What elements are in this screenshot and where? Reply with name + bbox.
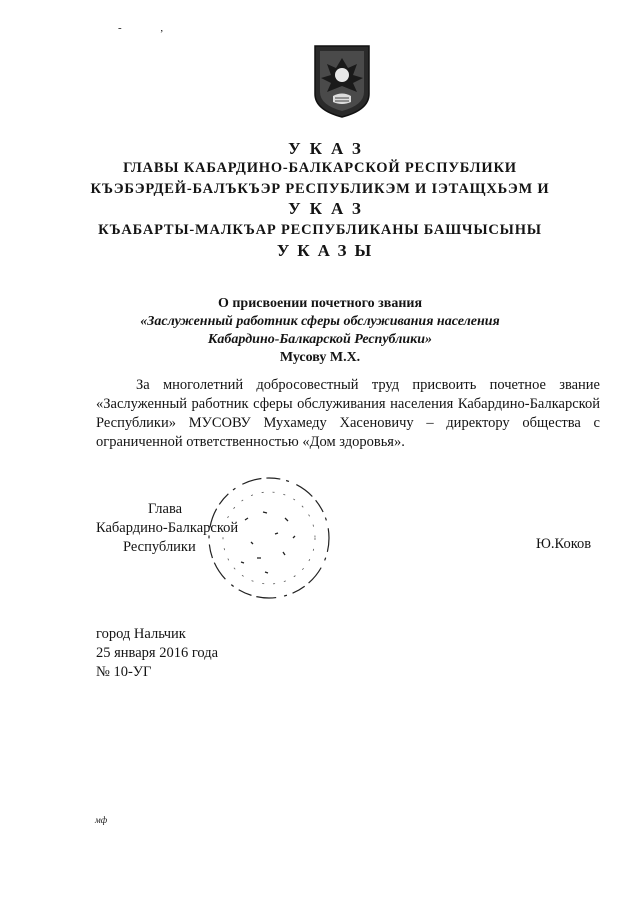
decree-issue-info	[96, 625, 218, 682]
decree-number: № 10-УГ	[96, 664, 152, 680]
decree-heading-kabardian: УКАЗ	[288, 199, 370, 218]
decree-heading-balkar: УКАЗЫ	[276, 241, 380, 260]
decree-issuer-balkar: КЪАБАРТЫ-МАЛКЪАР РЕСПУБЛИКАНЫ БАШЧЫСЫНЫ	[98, 222, 542, 238]
official-stamp	[205, 472, 333, 604]
coat-of-arms-emblem	[313, 44, 371, 119]
decree-issuer-russian: ГЛАВЫ КАБАРДИНО-БАЛКАРСКОЙ РЕСПУБЛИКИ	[123, 160, 517, 176]
signatory-name: Ю.Коков	[536, 536, 592, 552]
subject-line-4: Мусову М.Х.	[279, 350, 361, 365]
decree-issuer-kabardian: КЪЭБЭРДЕЙ-БАЛЪКЪЭР РЕСПУБЛИКЭМ И ІЭТАЩХЬЭМ И	[90, 181, 550, 197]
subject-line-1: О присвоении почетного звания	[217, 296, 423, 311]
decree-subject	[0, 295, 640, 367]
signatory-title-2: Кабардино-Балкарской	[96, 520, 239, 536]
signatory-title-3: Республики	[123, 539, 196, 555]
top-marks: - ,	[118, 22, 182, 34]
issue-place: город Нальчик	[96, 626, 186, 642]
decree-body	[96, 376, 600, 452]
decree-heading: УКАЗ	[288, 139, 370, 158]
signatory-title-1: Глава	[148, 501, 183, 517]
subject-line-2: «Заслуженный работник сферы обслуживания населения	[140, 314, 500, 329]
footer-mark: мф	[95, 815, 108, 825]
issue-date: 25 января 2016 года	[96, 645, 219, 661]
decree-body-text: За многолетний добросовестный труд присвоить почетное звание «Заслуженный работник сферы обслуживания населения Кабардино-Балкарской Республики» МУСОВУ Мухамеду Хасеновичу – директору общества с ограниченной ответственностью «Дом здоровья».	[96, 377, 600, 450]
subject-line-3: Кабардино-Балкарской Республики»	[207, 332, 433, 347]
